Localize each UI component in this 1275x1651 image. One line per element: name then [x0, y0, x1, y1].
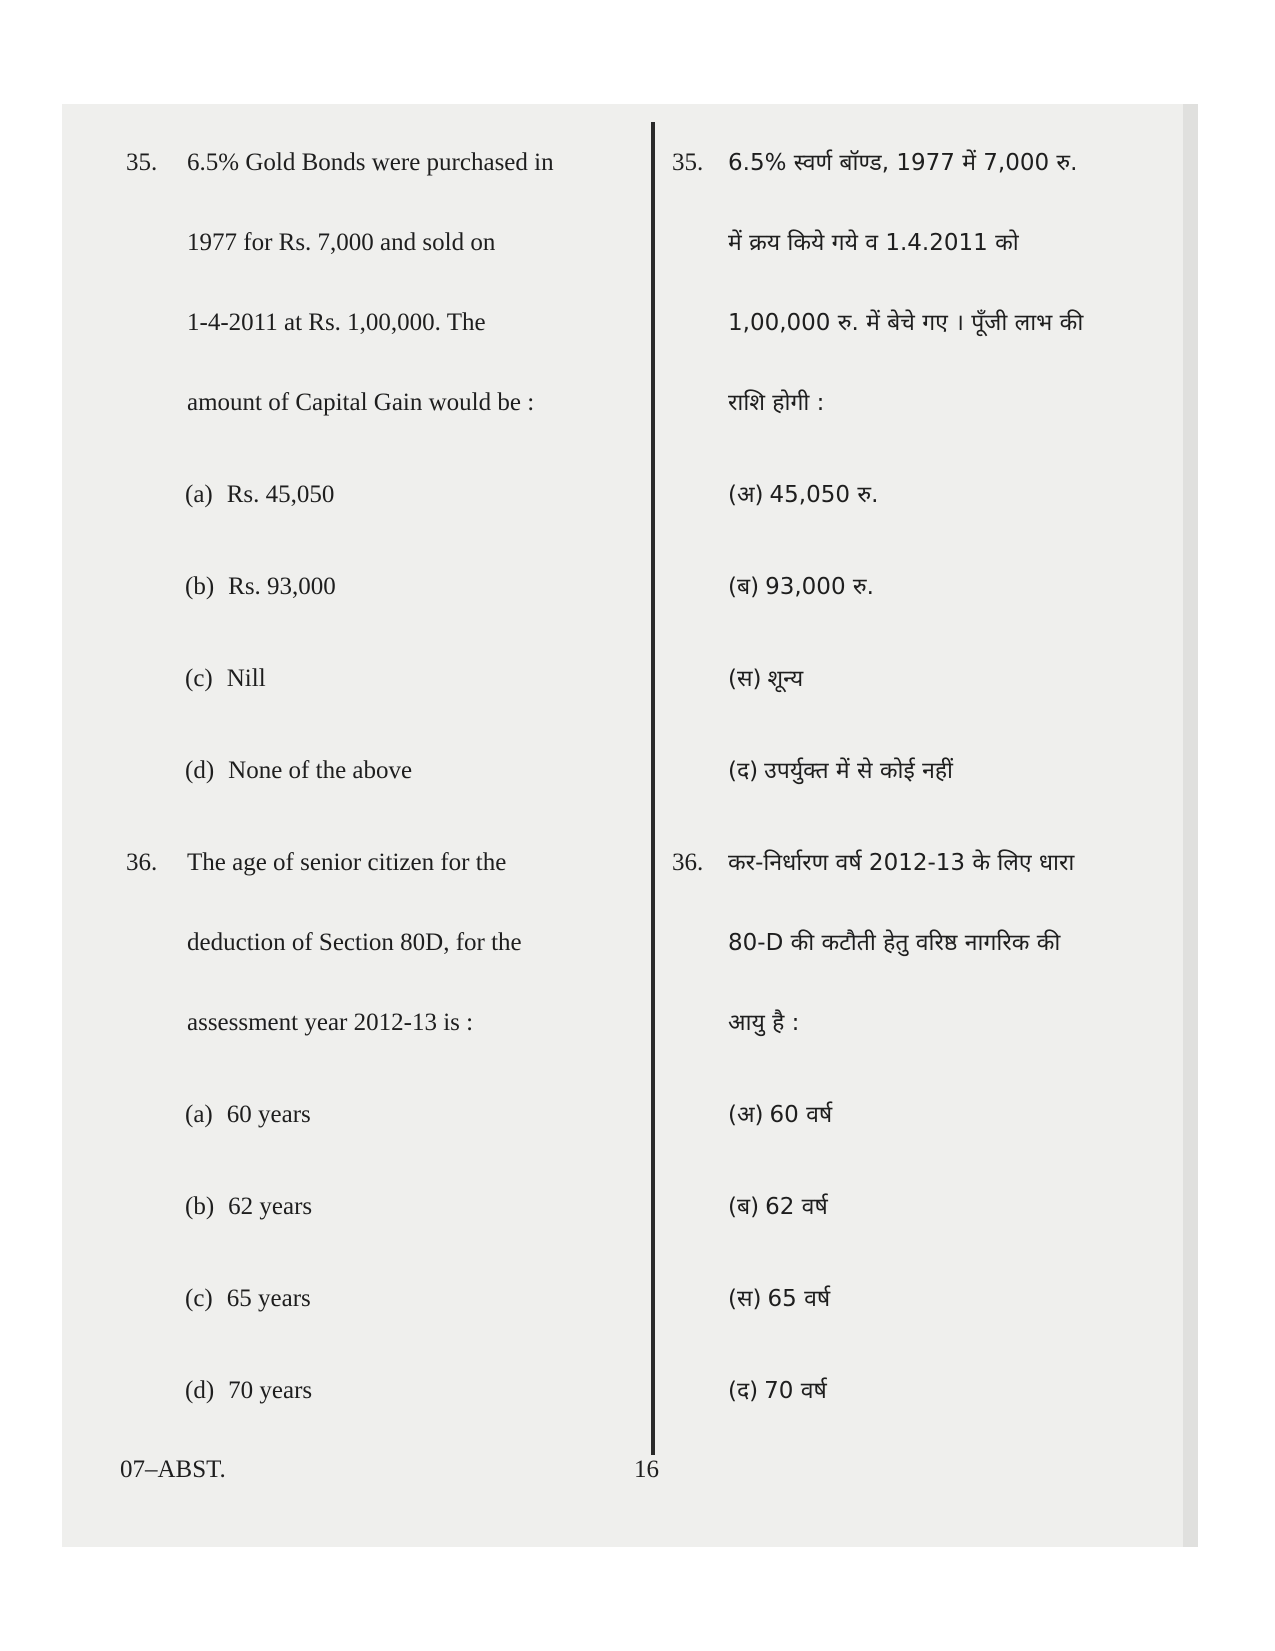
option-text: 60 years — [226, 1101, 311, 1128]
option-text: 70 वर्ष — [764, 1378, 827, 1404]
question-line-text: 6.5% Gold Bonds were purchased in — [187, 149, 554, 176]
option-text: Nill — [226, 665, 266, 692]
option-text: 62 वर्ष — [765, 1194, 828, 1220]
question-line — [187, 308, 627, 338]
question-number: 35. — [126, 149, 158, 176]
question-line-text: 1-4-2011 at Rs. 1,00,000. The — [187, 309, 486, 336]
option-c — [185, 1284, 311, 1314]
page-edge-shadow — [1183, 104, 1198, 1547]
question-line — [187, 848, 627, 878]
option-d — [185, 756, 412, 786]
question-line — [187, 228, 627, 258]
question-number: 35. — [672, 149, 704, 176]
paper-code: 07–ABST. — [120, 1456, 226, 1483]
option-c — [185, 664, 266, 694]
option-b — [185, 572, 336, 602]
question-line — [187, 1008, 627, 1038]
question-line — [728, 228, 1173, 258]
option-label: (स) — [728, 666, 762, 692]
question-line-text: 1,00,000 रु. में बेचे गए । पूँजी लाभ की — [728, 310, 1084, 336]
option-label: (c) — [185, 665, 213, 692]
option-text: 65 years — [226, 1285, 311, 1312]
option-c — [728, 664, 803, 694]
option-label: (ब) — [728, 1194, 760, 1220]
option-text: 70 years — [228, 1377, 313, 1404]
option-text: 65 वर्ष — [767, 1286, 831, 1312]
option-label: (अ) — [728, 482, 764, 508]
option-label: (द) — [728, 758, 759, 784]
question-line — [728, 148, 1173, 178]
option-label: (अ) — [728, 1102, 764, 1128]
option-d — [728, 1376, 827, 1406]
question-line-text: deduction of Section 80D, for the — [187, 929, 522, 956]
option-text: Rs. 45,050 — [226, 481, 335, 508]
question-line-text: कर-निर्धारण वर्ष 2012-13 के लिए धारा — [728, 850, 1075, 876]
option-text: Rs. 93,000 — [228, 573, 336, 600]
question-line-text: 80-D की कटौती हेतु वरिष्ठ नागरिक की — [728, 930, 1061, 956]
question-line — [187, 388, 627, 418]
option-a — [728, 1100, 832, 1130]
question-number: 36. — [672, 849, 704, 876]
question-line-text: राशि होगी : — [728, 390, 825, 416]
option-d — [185, 1376, 312, 1406]
option-d — [728, 756, 953, 786]
option-label: (द) — [728, 1378, 759, 1404]
column-divider — [651, 122, 655, 1455]
question-line — [728, 928, 1173, 958]
question-line — [728, 388, 1173, 418]
question-line — [728, 848, 1173, 878]
option-text: None of the above — [228, 757, 413, 784]
option-label: (b) — [185, 1193, 215, 1220]
question-line — [187, 148, 627, 178]
option-label: (ब) — [728, 574, 760, 600]
option-label: (b) — [185, 573, 215, 600]
question-line-text: assessment year 2012-13 is : — [187, 1009, 474, 1036]
question-line-text: आयु है : — [728, 1010, 800, 1036]
option-b — [185, 1192, 312, 1222]
option-a — [728, 480, 878, 510]
question-line-text: में क्रय किये गये व 1.4.2011 को — [728, 230, 1019, 256]
option-text: उपर्युक्त में से कोई नहीं — [764, 758, 954, 784]
option-text: शून्य — [767, 666, 804, 692]
option-label: (d) — [185, 1377, 215, 1404]
page-number: 16 — [634, 1456, 659, 1483]
question-line-text: 1977 for Rs. 7,000 and sold on — [187, 229, 496, 256]
question-line — [187, 928, 627, 958]
option-a — [185, 480, 334, 510]
option-label: (d) — [185, 757, 215, 784]
option-text: 62 years — [228, 1193, 313, 1220]
option-b — [728, 572, 874, 602]
question-line-text: amount of Capital Gain would be : — [187, 389, 535, 416]
option-label: (स) — [728, 1286, 762, 1312]
option-c — [728, 1284, 830, 1314]
question-line-text: 6.5% स्वर्ण बॉण्ड, 1977 में 7,000 रु. — [728, 150, 1078, 176]
option-label: (a) — [185, 1101, 213, 1128]
question-number: 36. — [126, 849, 158, 876]
question-line — [728, 1008, 1173, 1038]
question-line-text: The age of senior citizen for the — [187, 849, 507, 876]
option-text: 93,000 रु. — [765, 574, 874, 600]
question-line — [728, 308, 1173, 338]
option-a — [185, 1100, 311, 1130]
option-text: 60 वर्ष — [769, 1102, 833, 1128]
option-b — [728, 1192, 828, 1222]
option-label: (c) — [185, 1285, 213, 1312]
option-label: (a) — [185, 481, 213, 508]
option-text: 45,050 रु. — [769, 482, 879, 508]
